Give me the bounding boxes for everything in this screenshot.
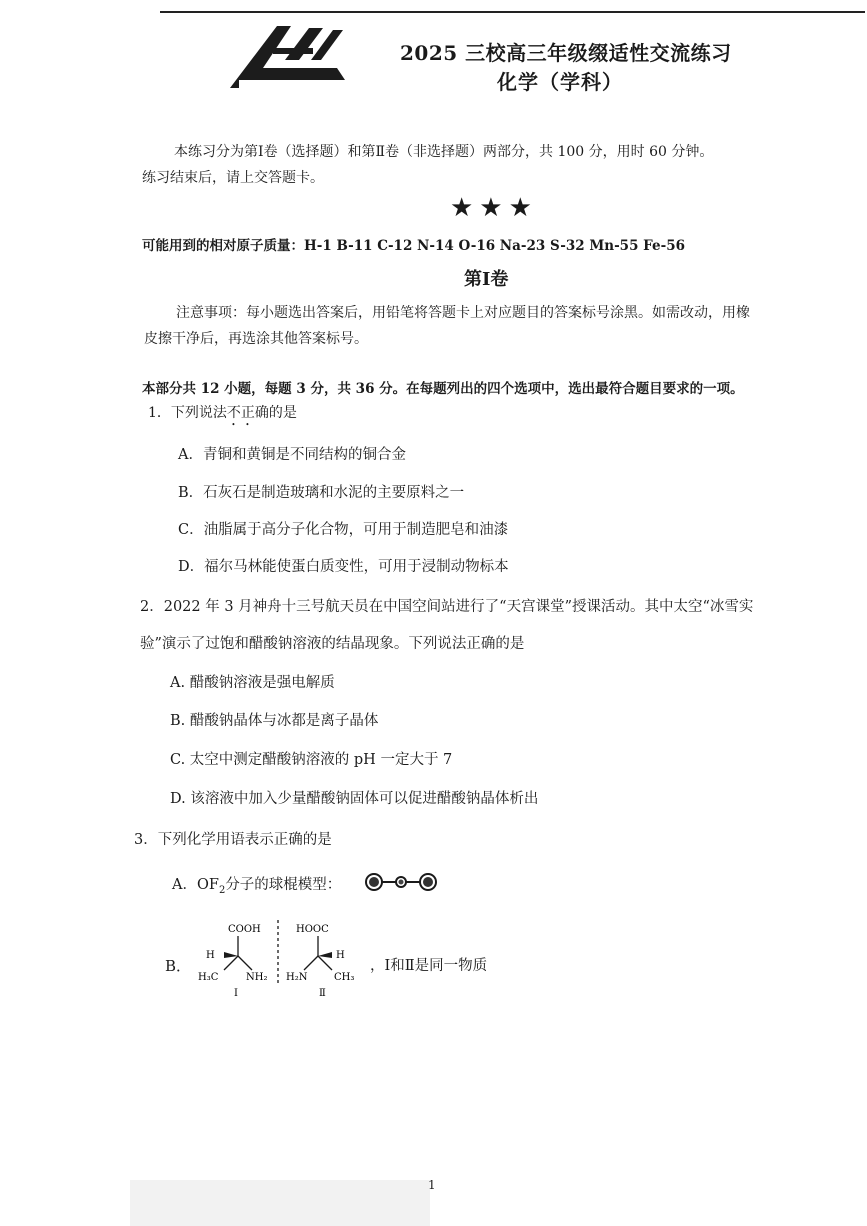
option-a-label: A． <box>172 877 197 893</box>
question-1-option-c: C．油脂属于高分子化合物，可用于制造肥皂和油漆 <box>178 522 509 538</box>
stars-divider: ★★★ <box>450 193 538 223</box>
page-number: 1 <box>428 1178 436 1192</box>
scan-shadow <box>130 1180 430 1226</box>
struct-ii-ch3: CH₃ <box>334 972 355 983</box>
question-2-option-d: D. 该溶液中加入少量醋酸钠固体可以促进醋酸钠晶体析出 <box>170 791 539 807</box>
question-2-stem-line-1: 2．2022 年 3 月神舟十三号航天员在中国空间站进行了“天宫课堂”授课活动。其中太空“冰雪实 <box>140 599 754 615</box>
ball-stick-model <box>362 870 442 894</box>
chiral-structures <box>188 918 368 1000</box>
exam-subtitle: 化学（学科） <box>497 70 623 94</box>
question-2-option-c: C. 太空中测定醋酸钠溶液的 pH 一定大于 7 <box>170 752 453 768</box>
question-3-option-b-label: B． <box>165 957 192 975</box>
question-1-option-a: A．青铜和黄铜是不同结构的铜合金 <box>178 447 406 463</box>
struct-ii-h: H <box>336 950 345 961</box>
option-a-text: 分子的球棍模型： <box>225 877 342 893</box>
option-a-subscript: 2 <box>218 884 226 896</box>
struct-i-ch3: H₃C <box>198 972 219 983</box>
exam-title: 2025 三校高三年级缀适性交流练习 <box>400 41 732 65</box>
question-3-option-a <box>172 873 341 896</box>
question-2-stem-line-2: 验”演示了过饱和醋酸钠溶液的结晶现象。下列说法正确的是 <box>140 636 525 652</box>
struct-ii-cooh: HOOC <box>296 924 329 935</box>
school-logo <box>225 22 345 94</box>
question-3-option-b-text: ，Ⅰ和Ⅱ是同一物质 <box>370 958 488 974</box>
question-1-stem-emphasis: 不正 <box>226 405 255 421</box>
question-1-stem-suffix: 确的是 <box>254 405 297 421</box>
question-1-stem <box>148 402 297 429</box>
struct-i-h: H <box>206 950 215 961</box>
notice-line-2: 皮擦干净后，再选涂其他答案标号。 <box>144 331 368 347</box>
struct-ii-nh2: H₂N <box>286 972 308 983</box>
top-rule <box>160 11 865 13</box>
struct-ii-label: Ⅱ <box>319 988 326 999</box>
intro-line-2: 练习结束后，请上交答题卡。 <box>142 170 324 186</box>
question-1-stem-prefix: 1．下列说法 <box>148 405 227 421</box>
question-3-stem: 3．下列化学用语表示正确的是 <box>134 832 332 848</box>
part-instruction: 本部分共 12 小题，每题 3 分，共 36 分。在每题列出的四个选项中，选出最符合题目要求的一项。 <box>142 381 744 397</box>
struct-i-label: Ⅰ <box>234 988 238 999</box>
question-2-option-b: B. 醋酸钠晶体与冰都是离子晶体 <box>170 713 379 729</box>
section-title: 第Ⅰ卷 <box>464 269 509 290</box>
question-1-option-d: D．福尔马林能使蛋白质变性，可用于浸制动物标本 <box>178 559 509 575</box>
question-1-option-b: B．石灰石是制造玻璃和水泥的主要原料之一 <box>178 485 465 501</box>
struct-i-cooh: COOH <box>228 924 261 935</box>
option-a-formula: OF <box>196 877 219 893</box>
atomic-masses: 可能用到的相对原子质量：H-1 B-11 C-12 N-14 O-16 Na-23 S-32 Mn-55 Fe-56 <box>142 238 685 254</box>
notice-line-1: 注意事项：每小题选出答案后，用铅笔将答题卡上对应题目的答案标号涂黑。如需改动，用橡 <box>176 305 750 321</box>
intro-line-1: 本练习分为第Ⅰ卷（选择题）和第Ⅱ卷（非选择题）两部分，共 100 分，用时 60 分钟。 <box>174 144 714 160</box>
struct-i-nh2: NH₂ <box>246 972 268 983</box>
question-2-option-a: A. 醋酸钠溶液是强电解质 <box>170 675 335 691</box>
